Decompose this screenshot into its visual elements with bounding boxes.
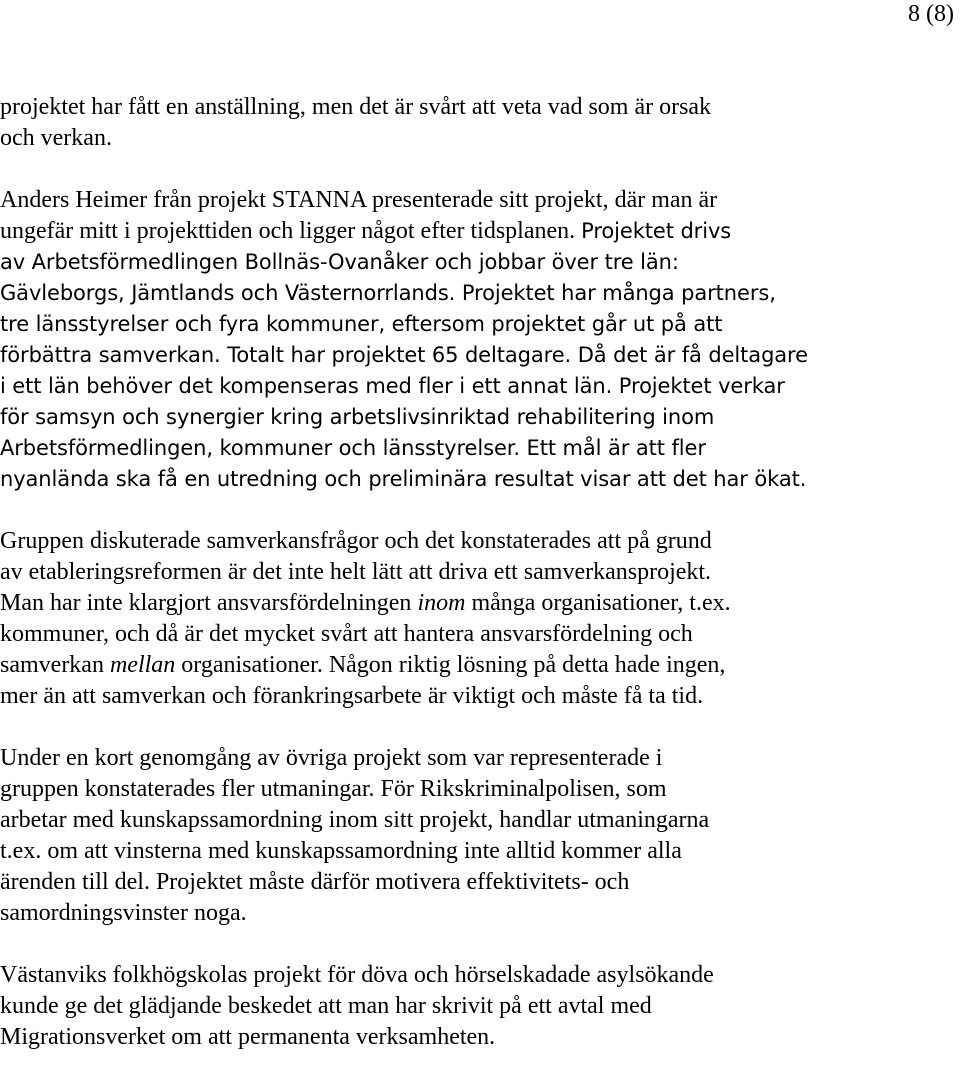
text-line — [0, 185, 960, 216]
text-segment: gruppen konstaterades fler utmaningar. För Rikskriminalpolisen, som — [0, 776, 667, 802]
paragraph — [0, 185, 960, 495]
paragraph — [0, 960, 960, 1053]
text-segment: Gävleborgs, Jämtlands och Västernorrlands. — [0, 281, 462, 305]
text-line — [0, 309, 960, 340]
paragraph — [0, 526, 960, 712]
text-line — [0, 526, 960, 557]
text-segment: av Arbetsförmedlingen Bollnäs-Ovanåker och jobbar över tre län: — [0, 250, 679, 274]
text-segment: Projektet har många partners, — [461, 281, 776, 305]
text-line — [0, 278, 960, 309]
text-line — [0, 960, 960, 991]
text-segment: och verkan. — [0, 125, 112, 151]
text-segment: Arbetsförmedlingen, kommuner och länsstyrelser. — [0, 436, 527, 460]
text-segment: tre länsstyrelser och fyra kommuner, eftersom projektet går ut på att — [0, 312, 723, 336]
text-segment: samordningsvinster noga. — [0, 900, 247, 926]
text-segment: Under en kort genomgång av övriga projekt som var representerade i — [0, 745, 663, 771]
text-line — [0, 774, 960, 805]
text-segment: organisationer. Någon riktig lösning på detta hade ingen, — [175, 652, 726, 678]
text-segment: ungefär mitt i projekttiden och ligger något efter tidsplanen. — [0, 218, 582, 244]
text-line — [0, 991, 960, 1022]
text-segment: många organisationer, t.ex. — [465, 590, 731, 616]
text-segment: nyanlända ska få en utredning och preliminära resultat visar att det har ökat. — [0, 467, 807, 491]
text-line — [0, 743, 960, 774]
paragraph — [0, 743, 960, 929]
text-line — [0, 898, 960, 929]
text-line — [0, 588, 960, 619]
text-line — [0, 681, 960, 712]
text-line — [0, 340, 960, 371]
page-number: 8 (8) — [908, 1, 954, 27]
emphasized-text: mellan — [109, 652, 176, 678]
text-segment: förbättra samverkan. Totalt har projektet 65 deltagare. — [0, 343, 578, 367]
text-segment: av etableringsreformen är det inte helt lätt att driva ett samverkansprojekt. — [0, 559, 712, 585]
document-body — [0, 92, 960, 1084]
text-segment: arbetar med kunskapssamordning inom sitt projekt, handlar utmaningarna — [0, 807, 710, 833]
text-line — [0, 216, 960, 247]
text-segment: för samsyn och synergier kring arbetslivsinriktad rehabilitering inom — [0, 405, 715, 429]
text-segment: Anders Heimer från projekt STANNA presenterade sitt projekt, där man är — [0, 187, 718, 213]
text-line — [0, 836, 960, 867]
text-line — [0, 619, 960, 650]
text-segment: mer än att samverkan och förankringsarbete är viktigt och måste få ta tid. — [0, 683, 704, 709]
text-line — [0, 867, 960, 898]
text-line — [0, 123, 960, 154]
text-line — [0, 433, 960, 464]
text-line — [0, 650, 960, 681]
text-segment: Man har inte klargjort ansvarsfördelningen — [0, 590, 418, 616]
text-segment: kunde ge det glädjande beskedet att man har skrivit på ett avtal med — [0, 993, 652, 1019]
text-segment: Ett mål är att fler — [526, 436, 706, 460]
text-segment: Projektet verkar — [618, 374, 785, 398]
text-segment: samverkan — [0, 652, 110, 678]
text-segment: projektet har fått en anställning, men det är svårt att veta vad som är orsak — [0, 94, 712, 120]
text-line — [0, 464, 960, 495]
text-segment: ärenden till del. Projektet måste därför motivera effektivitets- och — [0, 869, 630, 895]
paragraph — [0, 92, 960, 154]
text-segment: Västanviks folkhögskolas projekt för döva och hörselskadade asylsökande — [0, 962, 714, 988]
text-segment: kommuner, och då är det mycket svårt att hantera ansvarsfördelning och — [0, 621, 693, 647]
text-segment: t.ex. om att vinsterna med kunskapssamordning inte alltid kommer alla — [0, 838, 682, 864]
text-line — [0, 805, 960, 836]
text-line — [0, 1022, 960, 1053]
text-line — [0, 247, 960, 278]
text-line — [0, 402, 960, 433]
text-segment: i ett län behöver det kompenseras med fler i ett annat län. — [0, 374, 619, 398]
text-segment: Gruppen diskuterade samverkansfrågor och det konstaterades att på grund — [0, 528, 712, 554]
emphasized-text: inom — [417, 590, 466, 616]
text-segment: Projektet drivs — [581, 219, 732, 243]
text-line — [0, 557, 960, 588]
text-segment: Migrationsverket om att permanenta verksamheten. — [0, 1024, 496, 1050]
text-line — [0, 371, 960, 402]
text-line — [0, 92, 960, 123]
text-segment: Då det är få deltagare — [577, 343, 808, 367]
